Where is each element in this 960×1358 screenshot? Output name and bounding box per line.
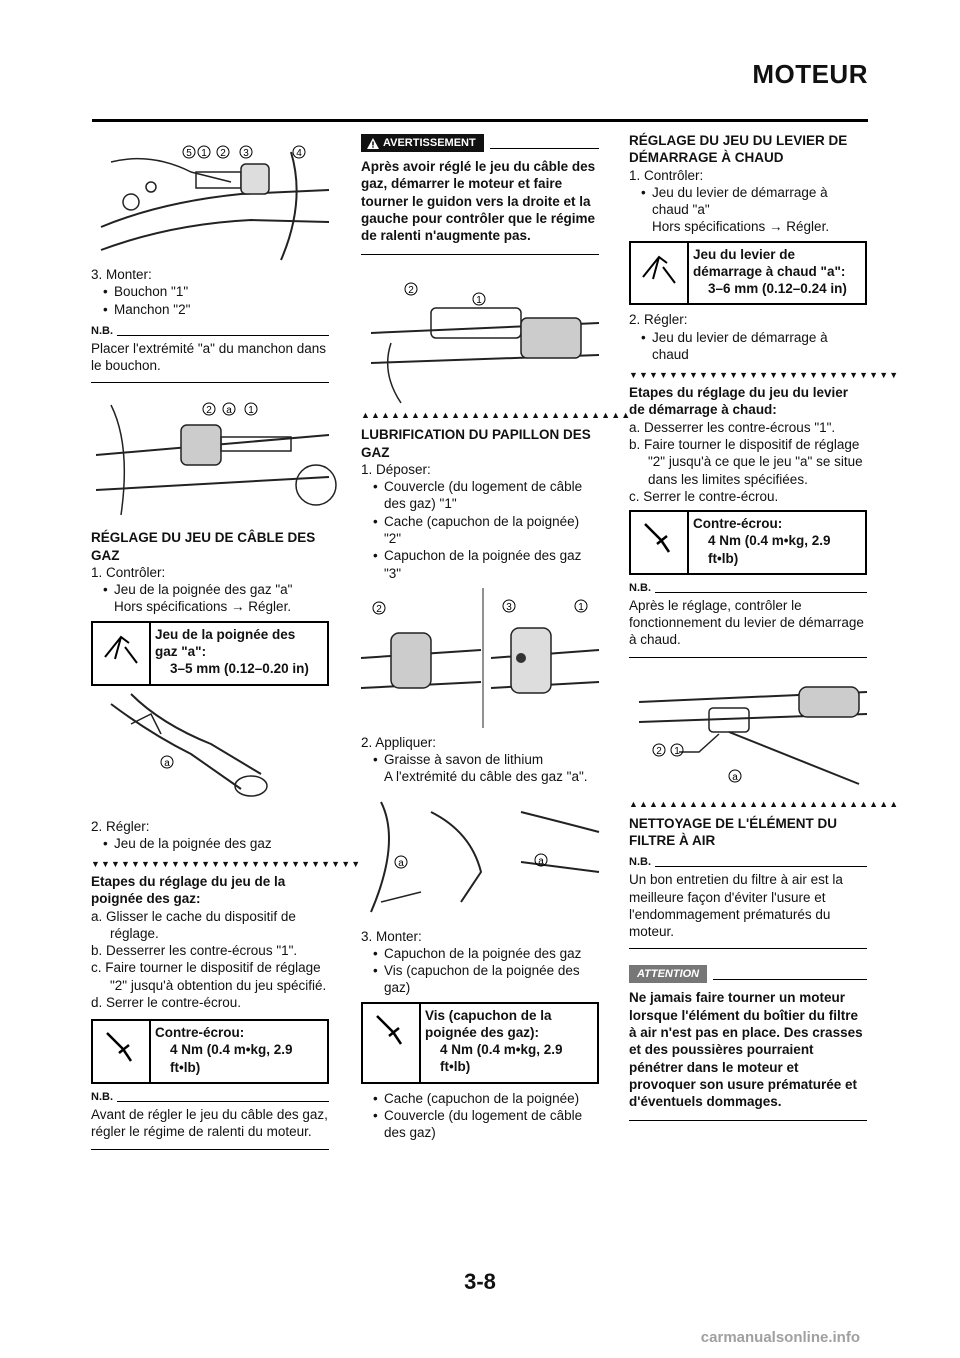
fig1-label-4: 4: [296, 148, 302, 159]
nb-text: Après le réglage, contrôler le fonctionnement du levier de démarrage à chaud.: [629, 595, 867, 658]
deposer-item: • Couvercle (du logement de câble des gaz) "1": [361, 478, 599, 513]
figure-cable-housing: [361, 263, 599, 403]
nb-text: Avant de régler le jeu du câble des gaz, régler le régime de ralenti du moteur.: [91, 1104, 329, 1150]
controler-item: • Jeu du levier de démarrage à chaud "a": [629, 184, 867, 219]
fig6-label-a: a: [538, 855, 544, 867]
spec-value: 4 Nm (0.4 m•kg, 2.9 ft•lb): [708, 533, 831, 566]
step-item: c. Faire tourner le dispositif de réglage "2" jusqu'à obtention du jeu spécifié.: [91, 960, 327, 993]
controler-step: 1. Contrôler:: [629, 167, 704, 183]
fig1-label-5: 5: [186, 148, 192, 159]
nb-label: N.B.: [629, 581, 651, 594]
nb-note: [629, 581, 867, 658]
monter-step: 3. Monter:: [361, 928, 422, 944]
controler-item: • Jeu de la poignée des gaz "a": [91, 581, 329, 598]
step-item: d. Serrer le contre-écrou.: [91, 994, 242, 1010]
spec-title: Vis (capuchon de la poignée des gaz):: [425, 1007, 552, 1040]
arrows-up: ▲▲▲▲▲▲▲▲▲▲▲▲▲▲▲▲▲▲▲▲▲▲▲▲▲▲▲: [361, 410, 632, 421]
header-rule: [92, 119, 868, 122]
appliquer-step: 2. Appliquer:: [361, 734, 437, 750]
section-title: RÉGLAGE DU JEU DE CÂBLE DES GAZ: [91, 530, 316, 563]
fig7-label-1: 1: [674, 745, 680, 757]
figure-grip-cap: [361, 588, 599, 728]
spec-title: Jeu du levier de démarrage à chaud "a":: [693, 246, 846, 279]
wrench-icon: [363, 1004, 421, 1082]
spec-box: [361, 1002, 599, 1084]
regler-item: • Jeu de la poignée des gaz: [91, 835, 329, 852]
figure-throttle-cable-cap: [91, 132, 329, 262]
figure-hot-start-lever: [629, 672, 867, 792]
fig7-label-a: a: [732, 771, 738, 783]
warning-text: Après avoir réglé le jeu du câble des gaz, démarrer le moteur et faire tourner le guidon vers la droite et la gauche pour contrôler que le régime de ralenti n'augmente pas.: [361, 152, 599, 255]
spec-box: [629, 241, 867, 306]
spec-value: 4 Nm (0.4 m•kg, 2.9 ft•lb): [170, 1042, 293, 1075]
attention-text: Ne jamais faire tourner un moteur lorsque l'élément du boîtier du filtre à air n'est pas en place. Des crasses et des poussières pourraient pénétrer dans le moteur et provoquer son usure prématurée et d'éventuels dommages.: [629, 983, 867, 1121]
page-number: 3-8: [464, 1269, 496, 1294]
fig5-label-1: 1: [578, 601, 584, 613]
watermark: carmanualsonline.info: [700, 1329, 860, 1346]
appliquer-sub: A l'extrémité du câble des gaz "a".: [384, 769, 588, 785]
nb-note: [91, 1090, 329, 1150]
wrench-icon: [631, 512, 689, 573]
figure-cable-grease: [361, 792, 599, 922]
fig4-label-2: 2: [408, 285, 414, 297]
spec-value: 3–6 mm (0.12–0.24 in): [708, 281, 847, 297]
appliquer-item: • Graisse à savon de lithium: [361, 751, 599, 768]
section-title: NETTOYAGE DE L'ÉLÉMENT DU FILTRE À AIR: [629, 815, 837, 848]
nb-label: N.B.: [629, 856, 651, 869]
fig2-label-a: a: [226, 405, 232, 417]
fig6-label-a: a: [398, 857, 404, 869]
arrows-up: ▲▲▲▲▲▲▲▲▲▲▲▲▲▲▲▲▲▲▲▲▲▲▲▲▲▲▲: [629, 798, 900, 809]
step-item: b. Faire tourner le dispositif de réglage "2" jusqu'à ce que le jeu "a" se situe dans les limites spécifiées.: [629, 436, 863, 487]
column-1: [91, 132, 362, 1150]
hors-spec: Hors spécifications → Régler.: [114, 599, 292, 615]
monter-item: • Bouchon "1": [91, 283, 329, 300]
deposer-step: 1. Déposer:: [361, 461, 431, 477]
controler-step: 1. Contrôler:: [91, 564, 166, 580]
deposer-item: • Cache (capuchon de la poignée) "2": [361, 513, 599, 548]
regler-item: • Jeu du levier de démarrage à chaud: [629, 329, 867, 364]
step-item: a. Desserrer les contre-écrous "1".: [629, 419, 836, 435]
fig1-label-2: 2: [220, 148, 226, 159]
nb-label: N.B.: [91, 1090, 113, 1103]
warning-block: [361, 134, 599, 255]
spec-box: [629, 510, 867, 575]
fig4-label-1: 1: [476, 295, 482, 307]
attention-badge: ATTENTION: [629, 965, 707, 983]
spec-box: [91, 1019, 329, 1084]
etapes-title: Etapes du réglage du jeu du levier de démarrage à chaud:: [629, 385, 849, 418]
regler-step: 2. Régler:: [91, 818, 150, 834]
fig2-label-2: 2: [206, 405, 212, 417]
hors-spec: Hors spécifications → Régler.: [652, 219, 830, 235]
figure-throttle-sleeve: [91, 395, 329, 523]
regler-step: 2. Régler:: [629, 312, 688, 328]
fig5-label-3: 3: [506, 601, 512, 613]
warning-badge: [361, 134, 484, 152]
after-item: • Cache (capuchon de la poignée): [361, 1090, 599, 1107]
caliper-icon: [631, 243, 689, 304]
step-item: c. Serrer le contre-écrou.: [629, 488, 779, 504]
spec-title: Contre-écrou:: [693, 516, 783, 532]
spec-title: Jeu de la poignée des gaz "a":: [155, 626, 296, 659]
spec-value: 3–5 mm (0.12–0.20 in): [170, 661, 309, 677]
wrench-icon: [93, 1021, 151, 1082]
section-title: LUBRIFICATION DU PAPILLON DES GAZ: [361, 427, 591, 460]
section-title: RÉGLAGE DU JEU DU LEVIER DE DÉMARRAGE À CHAUD: [629, 133, 848, 166]
fig5-label-2: 2: [376, 603, 382, 615]
column-3: [629, 132, 900, 1121]
arrows-down: ▼▼▼▼▼▼▼▼▼▼▼▼▼▼▼▼▼▼▼▼▼▼▼▼▼▼▼: [629, 370, 900, 381]
monter-item: • Manchon "2": [91, 301, 329, 318]
monter-step: 3. Monter:: [91, 267, 152, 282]
spec-box: [91, 621, 329, 686]
etapes-title: Etapes du réglage du jeu de la poignée des gaz:: [91, 874, 286, 907]
warning-label: AVERTISSEMENT: [383, 137, 476, 149]
nb-text: Placer l'extrémité "a" du manchon dans le bouchon.: [91, 338, 329, 384]
spec-title: Contre-écrou:: [155, 1025, 245, 1041]
step-item: a. Glisser le cache du dispositif de réglage.: [91, 908, 296, 941]
deposer-item: • Capuchon de la poignée des gaz "3": [361, 547, 599, 582]
nb-label: N.B.: [91, 324, 113, 337]
arrows-down: ▼▼▼▼▼▼▼▼▼▼▼▼▼▼▼▼▼▼▼▼▼▼▼▼▼▼▼: [91, 859, 362, 870]
nb-note: [91, 324, 329, 384]
caliper-icon: [93, 623, 151, 684]
fig2-label-1: 1: [248, 405, 254, 417]
monter-item: • Capuchon de la poignée des gaz: [361, 945, 599, 962]
attention-block: [629, 965, 867, 1121]
monter-item: • Vis (capuchon de la poignée des gaz): [361, 962, 599, 997]
spec-value: 4 Nm (0.4 m•kg, 2.9 ft•lb): [440, 1042, 563, 1075]
after-item: • Couvercle (du logement de câble des gaz): [361, 1107, 599, 1142]
column-2: [361, 132, 632, 1142]
nb-note: [629, 855, 867, 949]
warning-icon: [367, 138, 379, 149]
fig1-label-1: 1: [201, 148, 207, 159]
fig1-label-3: 3: [243, 148, 249, 159]
fig3-label-a: a: [164, 757, 170, 769]
page-title: MOTEUR: [752, 59, 868, 89]
step-item: b. Desserrer les contre-écrous "1".: [91, 943, 298, 959]
figure-throttle-grip: [91, 694, 329, 812]
fig7-label-2: 2: [656, 745, 662, 757]
nb-text: Un bon entretien du filtre à air est la meilleure façon d'éviter l'usure et l'endommagement prématurés du moteur.: [629, 869, 867, 949]
